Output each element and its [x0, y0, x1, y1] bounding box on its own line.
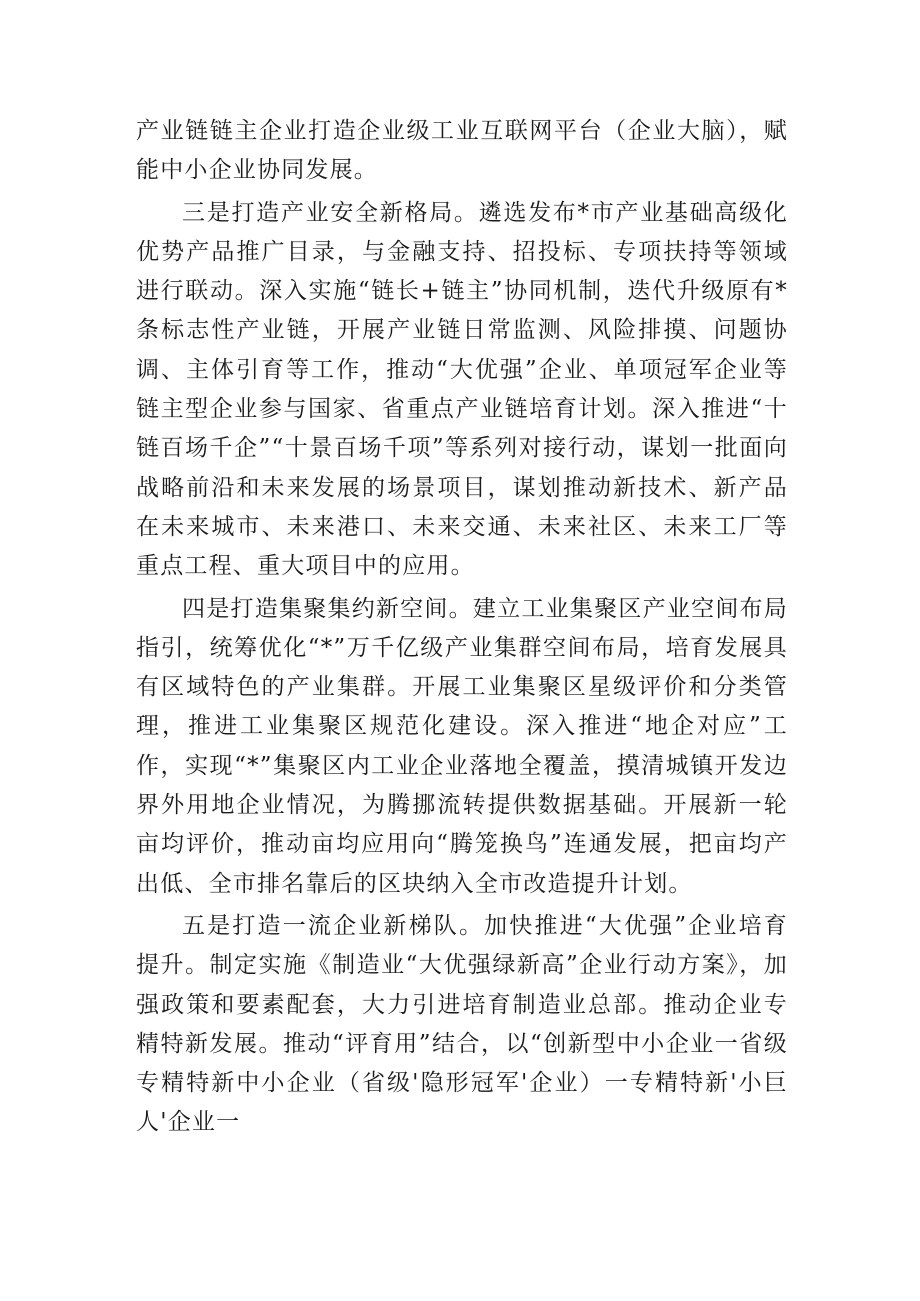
paragraph-cluster-space: 四是打造集聚集约新空间。建立工业集聚区产业空间布局指引，统筹优化“*”万千亿级产业集群空间布局，培育发展具有区域特色的产业集群。开展工业集聚区星级评价和分类管理，推进工业集聚区规范化建设。深入推进“地企对应”工作，实现“*”集聚区内工业企业落地全覆盖，摸清城镇开发边界外用地企业情况，为腾挪流转提供数据基础。开展新一轮亩均评价，推动亩均应用向“腾笼换鸟”连通发展，把亩均产出低、全市排名靠后的区块纳入全市改造提升计划。	[136, 595, 788, 897]
document-body	[136, 112, 788, 1143]
paragraph-continuation: 产业链链主企业打造企业级工业互联网平台（企业大脑），赋能中小企业协同发展。	[136, 118, 788, 184]
paragraph-enterprise-echelon: 五是打造一流企业新梯队。加快推进“大优强”企业培育提升。制定实施《制造业“大优强绿新高”企业行动方案》，加强政策和要素配套，大力引进培育制造业总部。推动企业专精特新发展。推动“评育用”结合，以“创新型中小企业一省级专精特新中小企业（省级'隐形冠军'企业）一专精特新'小巨人'企业一	[136, 912, 788, 1136]
paragraph-industry-security: 三是打造产业安全新格局。遴选发布*市产业基础高级化优势产品推广目录，与金融支持、招投标、专项扶持等领域进行联动。深入实施“链长+链主”协同机制，迭代升级原有*条标志性产业链，开展产业链日常监测、风险排摸、问题协调、主体引育等工作，推动“大优强”企业、单项冠军企业等链主型企业参与国家、省重点产业链培育计划。深入推进“十链百场千企”“十景百场千项”等系列对接行动，谋划一批面向战略前沿和未来发展的场景项目，谋划推动新技术、新产品在未来城市、未来港口、未来交通、未来社区、未来工厂等重点工程、重大项目中的应用。	[136, 199, 788, 580]
